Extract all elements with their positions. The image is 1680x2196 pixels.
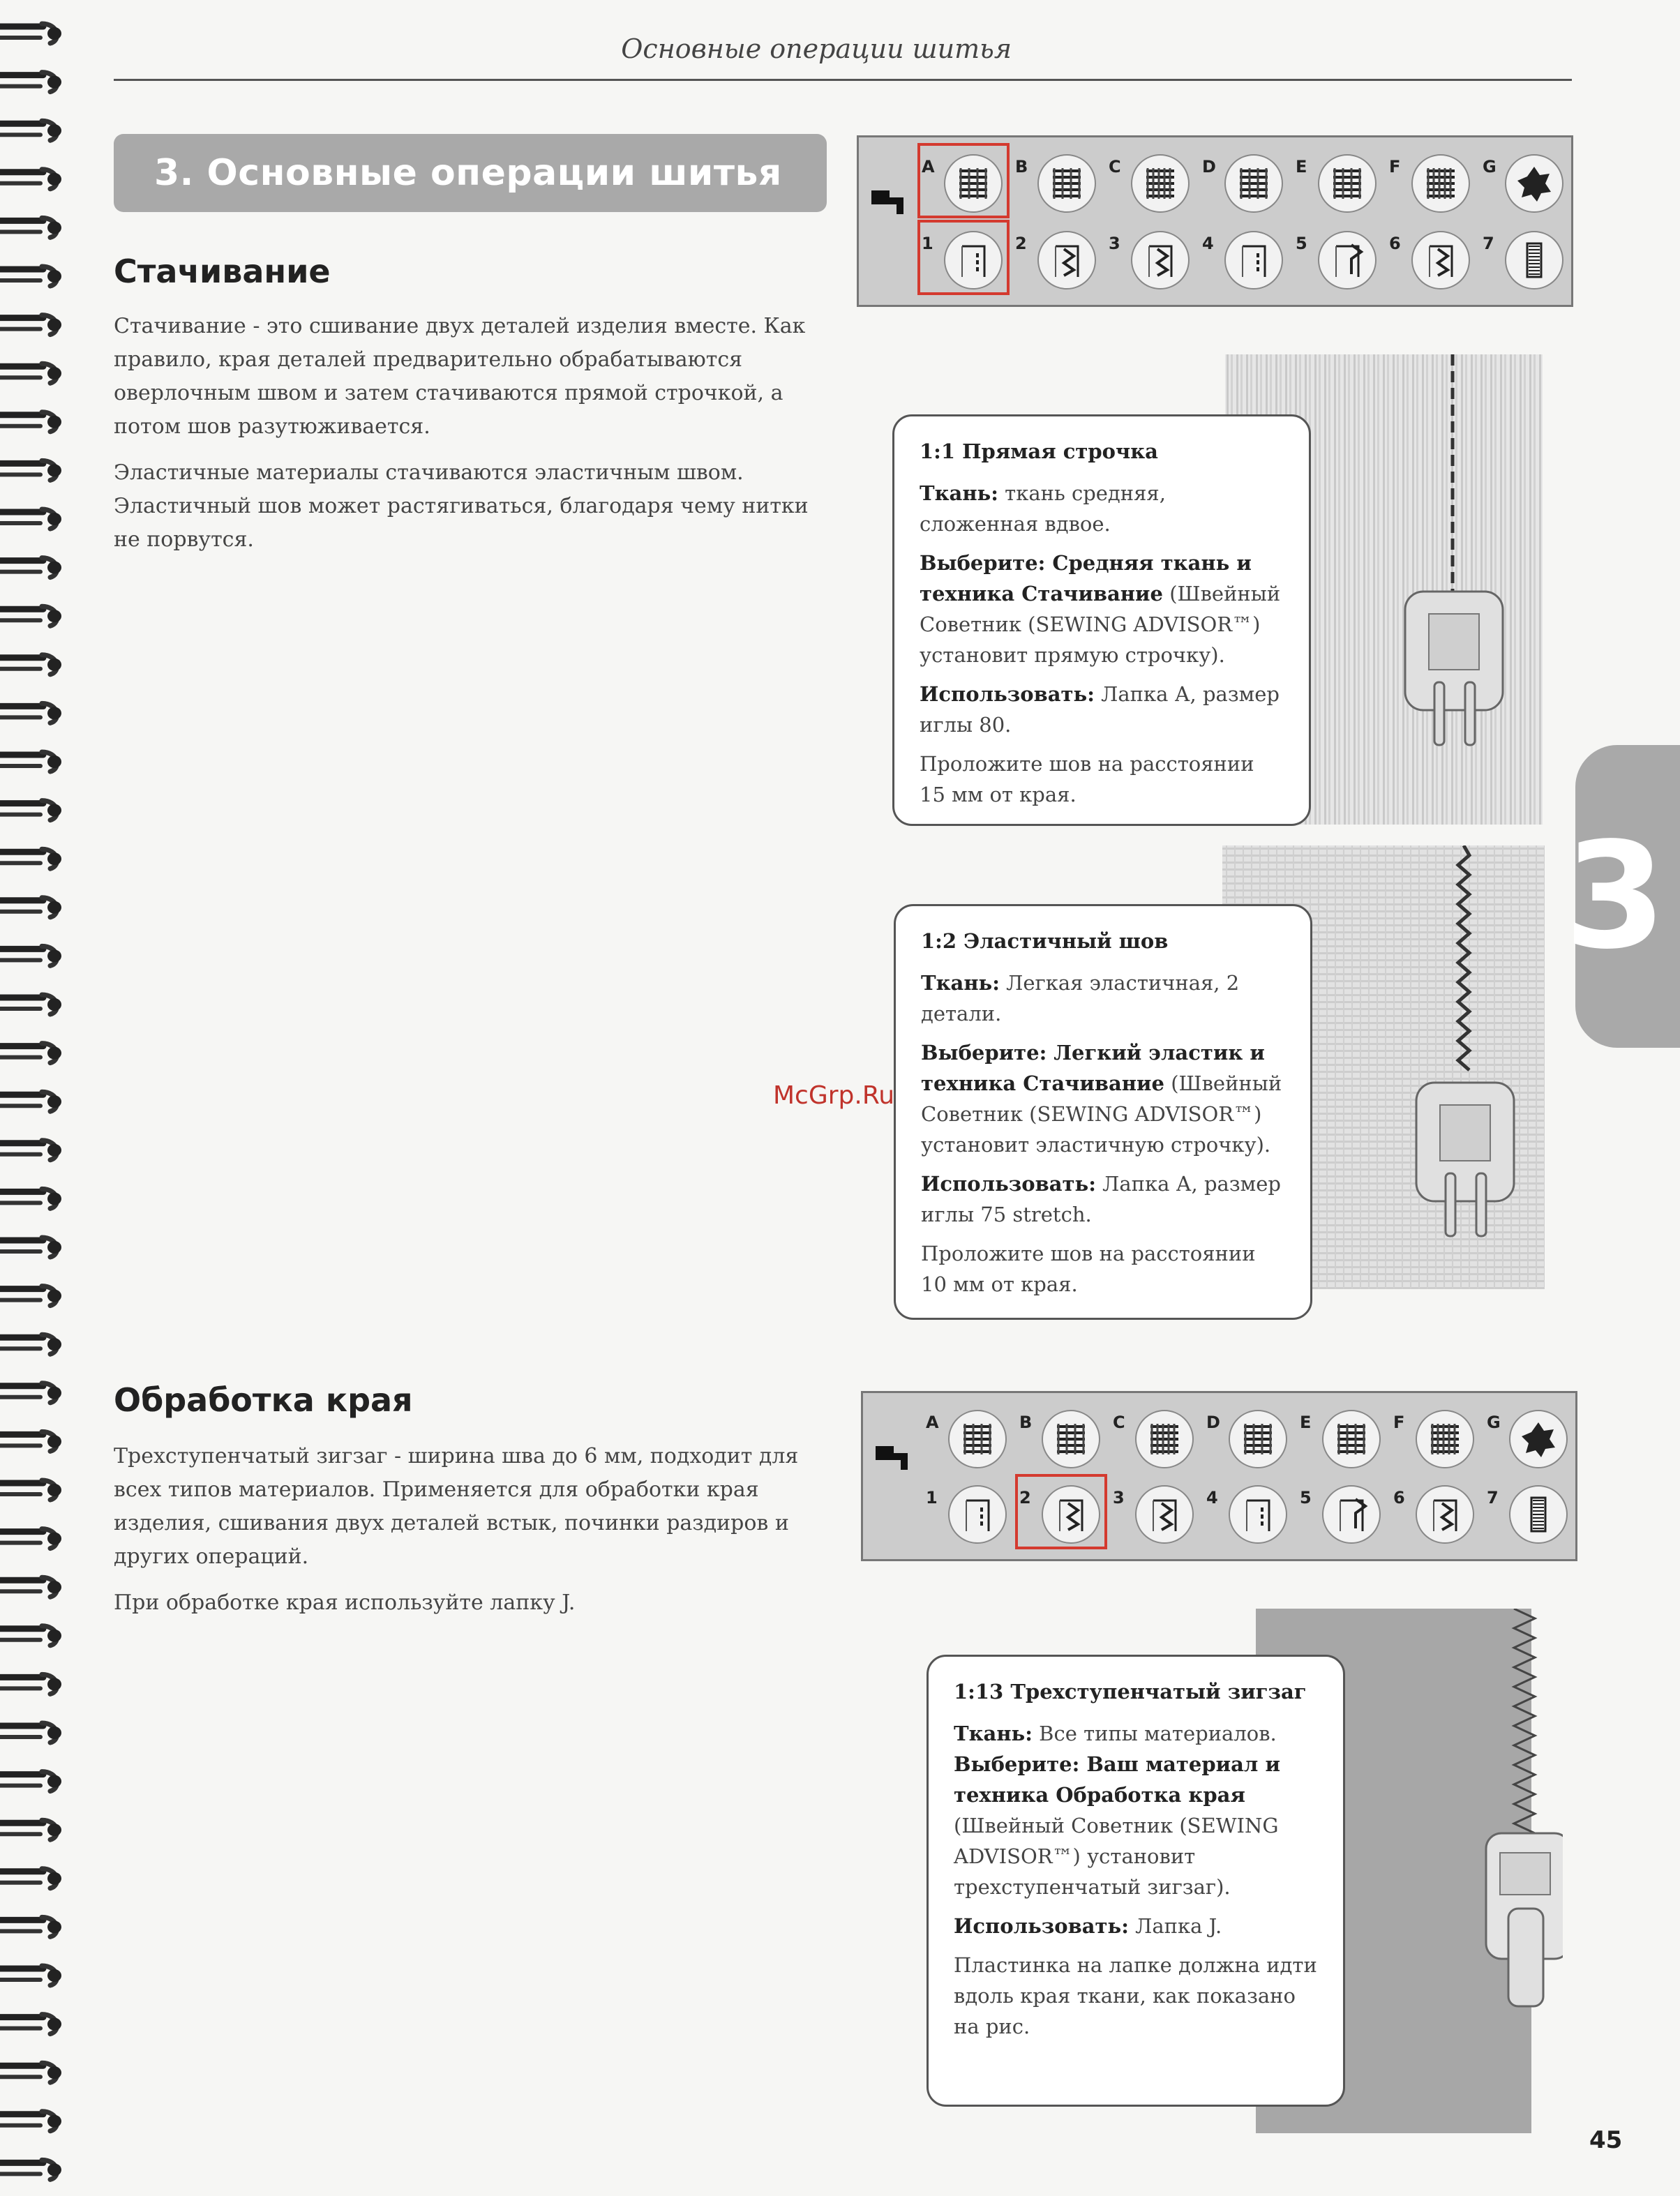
stitch-selection-panel (857, 135, 1573, 307)
stretch-medium-icon (1322, 1410, 1381, 1468)
page-number: 45 (1589, 2126, 1623, 2154)
label: Использовать: (920, 682, 1095, 706)
option-label: G (1483, 157, 1497, 176)
binding-coil (0, 1723, 61, 1743)
binding-coil (0, 1577, 61, 1597)
section-heading-seaming: Стачивание (114, 253, 331, 290)
label: Выберите: Легкий эластик и техника Стачивание (921, 1041, 1265, 1095)
box-title: 1:13 Трехступенчатый зигзаг (954, 1680, 1307, 1704)
label: Ткань: (920, 481, 998, 505)
option-label: E (1296, 157, 1307, 176)
binding-coil (0, 363, 61, 383)
binding-coil (0, 266, 61, 286)
baste-icon (1229, 1485, 1287, 1544)
paragraph: Стачивание - это сшивание двух деталей изделия вместе. Как правило, края деталей предварительно обрабатываются оверлочным швом и затем стачиваются прямой строчкой, а потом шов разутюживается. (114, 314, 806, 439)
binding-coil (0, 121, 61, 140)
binding-coil (0, 2112, 61, 2131)
stretch-light-icon (1224, 154, 1283, 213)
option-label: D (1202, 157, 1216, 176)
fabric-option-F[interactable] (1389, 147, 1494, 224)
fabric-option-E[interactable] (1300, 1403, 1404, 1480)
binding-coil (0, 2063, 61, 2082)
binding-coil (0, 655, 61, 675)
binding-coil (0, 1917, 61, 1936)
binding-coil (0, 849, 61, 868)
binding-coil (0, 1189, 61, 1208)
binding-coil (0, 1480, 61, 1500)
woven-heavy-icon (1135, 1410, 1194, 1468)
option-label: 4 (1202, 234, 1214, 253)
fabric-option-A[interactable] (926, 1403, 1033, 1480)
option-label: A (926, 1413, 939, 1432)
value: Лапка А, размер иглы 75 stretch. (921, 1172, 1281, 1226)
binding-coil (0, 1383, 61, 1403)
option-label: 7 (1483, 234, 1494, 253)
sewing-machine-icon (873, 1439, 915, 1474)
technique-option-5[interactable] (1296, 224, 1400, 301)
technique-option-7[interactable] (1487, 1478, 1591, 1555)
option-label: 3 (1113, 1488, 1125, 1507)
value: ткань средняя, сложенная вдвое. (920, 481, 1166, 536)
fabric-option-C[interactable] (1109, 147, 1213, 224)
binding-coil (0, 1334, 61, 1354)
spiral-binding (0, 0, 66, 2196)
option-label: 4 (1206, 1488, 1218, 1507)
technique-option-4[interactable] (1202, 224, 1307, 301)
option-label: F (1393, 1413, 1405, 1432)
overcast-icon (1037, 231, 1096, 289)
binding-coil (0, 703, 61, 723)
buttonhole-icon (1509, 1485, 1568, 1544)
binding-coil (0, 1674, 61, 1694)
value: Легкая эластичная, 2 детали. (921, 971, 1240, 1025)
option-label: 1 (922, 234, 933, 253)
option-label: 5 (1296, 234, 1307, 253)
box-title: 1:1 Прямая строчка (920, 439, 1158, 463)
binding-coil (0, 412, 61, 432)
binding-coil (0, 170, 61, 189)
stretch-light-icon (1229, 1410, 1287, 1468)
value: (Швейный Советник (SEWING ADVISOR™) установит прямую строчку). (920, 582, 1281, 667)
binding-coil (0, 1966, 61, 1985)
header-rule (114, 79, 1572, 81)
binding-coil (0, 73, 61, 92)
binding-coil (0, 1431, 61, 1451)
technique-option-3[interactable] (1109, 224, 1213, 301)
binding-coil (0, 752, 61, 772)
option-label: 1 (926, 1488, 938, 1507)
hem-icon (1411, 231, 1470, 289)
section-edge-finishing-text (114, 1440, 832, 1632)
binding-coil (0, 1772, 61, 1791)
binding-coil (0, 315, 61, 335)
option-label: B (1019, 1413, 1033, 1432)
note: Проложите шов на расстоянии 10 мм от края. (921, 1242, 1256, 1296)
value: Лапка J. (1135, 1914, 1222, 1938)
label: Использовать: (954, 1914, 1129, 1938)
fabric-option-D[interactable] (1202, 147, 1307, 224)
fabric-option-E[interactable] (1296, 147, 1400, 224)
note: Проложите шов на расстоянии 15 мм от края. (920, 752, 1254, 806)
fabric-row (926, 1403, 1561, 1480)
option-label: E (1300, 1413, 1312, 1432)
selection-highlight (917, 143, 1010, 218)
option-label: C (1113, 1413, 1125, 1432)
section-seaming-text (114, 310, 832, 569)
sewing-machine-icon (869, 183, 910, 218)
technique-option-7[interactable] (1483, 224, 1587, 301)
seam-overcast-icon (1131, 231, 1190, 289)
technique-option-4[interactable] (1206, 1478, 1311, 1555)
blind-hem-icon (1322, 1485, 1381, 1544)
leather-icon (1509, 1410, 1568, 1468)
option-label: G (1487, 1413, 1501, 1432)
binding-coil (0, 1820, 61, 1840)
binding-coil (0, 1626, 61, 1646)
option-label: C (1109, 157, 1121, 176)
label: Ткань: (921, 971, 1000, 995)
option-label: F (1389, 157, 1401, 176)
binding-coil (0, 509, 61, 529)
option-label: 7 (1487, 1488, 1499, 1507)
info-box-three-step-zigzag (927, 1655, 1345, 2107)
info-box-stretch-seam (894, 904, 1312, 1320)
stretch-heavy-icon (1411, 154, 1470, 213)
option-label: B (1015, 157, 1028, 176)
chapter-side-tab: 3 (1575, 745, 1680, 1048)
binding-coil (0, 2160, 61, 2179)
option-label: A (922, 157, 935, 176)
binding-coil (0, 1286, 61, 1306)
binding-coil (0, 606, 61, 626)
binding-coil (0, 558, 61, 578)
option-label: 6 (1389, 234, 1401, 253)
hem-icon (1416, 1485, 1474, 1544)
binding-coil (0, 218, 61, 237)
fabric-row (922, 147, 1557, 224)
technique-row (922, 224, 1557, 301)
binding-coil (0, 1141, 61, 1160)
label: Выберите: Средняя ткань и техника Стачивание (920, 551, 1252, 606)
seam-overcast-icon (1135, 1485, 1194, 1544)
paragraph: Эластичные материалы стачиваются эластичным швом. Эластичный шов может растягиваться, благодаря чему нитки не порвутся. (114, 460, 809, 552)
paragraph: Трехступенчатый зигзаг - ширина шва до 6 мм, подходит для всех типов материалов. Применяется для обработки края изделия, сшивания двух деталей встык, починки раздиров и других операций. (114, 1444, 799, 1569)
label: Ткань: (954, 1722, 1033, 1745)
label: Выберите: Ваш материал и техника Обработка края (954, 1752, 1280, 1807)
woven-medium-icon (948, 1410, 1007, 1468)
watermark: McGrp.Ru (773, 1081, 895, 1110)
value: (Швейный Советник (SEWING ADVISOR™) установит трехступенчатый зигзаг). (954, 1814, 1279, 1899)
technique-option-5[interactable] (1300, 1478, 1404, 1555)
running-head: Основные операции шитья (621, 33, 1012, 64)
leather-icon (1505, 154, 1563, 213)
note: Пластинка на лапке должна идти вдоль края ткани, как показано на рис. (954, 1953, 1317, 2038)
stretch-medium-icon (1318, 154, 1377, 213)
fabric-option-F[interactable] (1393, 1403, 1498, 1480)
chapter-banner: 3. Основные операции шитья (114, 134, 827, 212)
technique-option-3[interactable] (1113, 1478, 1217, 1555)
info-box-straight-seam (892, 414, 1311, 826)
option-label: D (1206, 1413, 1220, 1432)
baste-icon (1224, 231, 1283, 289)
value: Лапка А, размер иглы 80. (920, 682, 1280, 737)
buttonhole-icon (1505, 231, 1563, 289)
seam-straight-icon (948, 1485, 1007, 1544)
woven-heavy-icon (1131, 154, 1190, 213)
value: Все типы материалов. (1039, 1722, 1277, 1745)
option-label: 5 (1300, 1488, 1312, 1507)
fabric-option-B[interactable] (1015, 147, 1120, 224)
binding-coil (0, 1529, 61, 1549)
fabric-option-C[interactable] (1113, 1403, 1217, 1480)
binding-coil (0, 1092, 61, 1111)
selection-highlight (917, 220, 1010, 295)
fabric-option-G[interactable] (1487, 1403, 1591, 1480)
box-title: 1:2 Эластичный шов (921, 929, 1169, 953)
binding-coil (0, 898, 61, 917)
technique-option-6[interactable] (1393, 1478, 1498, 1555)
selection-highlight (1015, 1474, 1107, 1549)
technique-option-2[interactable] (1015, 224, 1120, 301)
binding-coil (0, 1869, 61, 1888)
binding-coil (0, 946, 61, 965)
section-heading-edge-finishing: Обработка края (114, 1381, 413, 1419)
value: (Швейный Советник (SEWING ADVISOR™) установит эластичную строчку). (921, 1071, 1282, 1157)
stitch-selection-panel (861, 1391, 1577, 1561)
technique-row (926, 1478, 1561, 1555)
technique-option-2[interactable] (1019, 1478, 1124, 1555)
binding-coil (0, 995, 61, 1014)
woven-light-icon (1042, 1410, 1100, 1468)
option-label: 2 (1019, 1488, 1031, 1507)
fabric-option-B[interactable] (1019, 1403, 1124, 1480)
binding-coil (0, 1238, 61, 1257)
technique-option-6[interactable] (1389, 224, 1494, 301)
option-label: 6 (1393, 1488, 1405, 1507)
label: Использовать: (921, 1172, 1096, 1196)
paragraph: При обработке края используйте лапку J. (114, 1590, 576, 1615)
option-label: 3 (1109, 234, 1120, 253)
blind-hem-icon (1318, 231, 1377, 289)
binding-coil (0, 460, 61, 480)
option-label: 2 (1015, 234, 1027, 253)
technique-option-1[interactable] (922, 224, 1026, 301)
fabric-option-D[interactable] (1206, 1403, 1311, 1480)
woven-light-icon (1037, 154, 1096, 213)
binding-coil (0, 1044, 61, 1063)
fabric-option-A[interactable] (922, 147, 1026, 224)
binding-coil (0, 2015, 61, 2034)
stretch-heavy-icon (1416, 1410, 1474, 1468)
binding-coil (0, 801, 61, 820)
fabric-option-G[interactable] (1483, 147, 1587, 224)
